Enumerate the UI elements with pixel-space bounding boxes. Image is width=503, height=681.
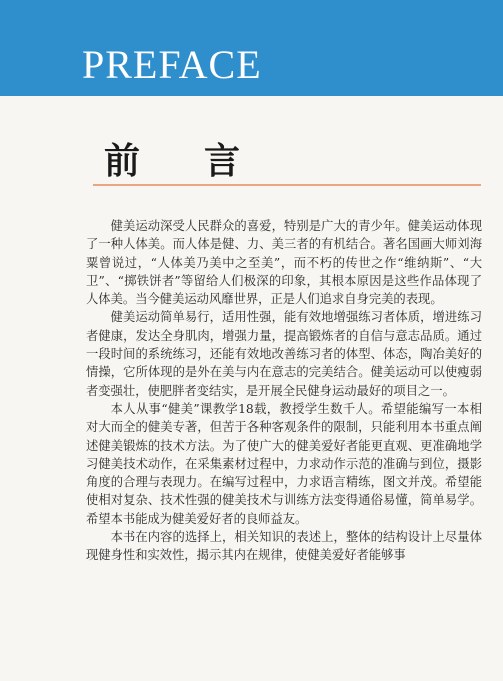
preface-banner — [0, 0, 503, 96]
preface-body — [86, 217, 482, 565]
paragraph-1: 健美运动深受人民群众的喜爱，特别是广大的青少年。健美运动体现了一种人体美。而人体是健、力、美三者的有机结合。著名国画大师刘海粟曾说过，“人体美乃美中之至美”，而不朽的传世之作“维纳斯”、“大卫”、“掷铁饼者”等留给人们极深的印象，其根本原因是这些作品体现了人体美。当今健美运动风靡世界，正是人们追求自身完美的表现。 — [86, 219, 482, 307]
page-heading — [104, 140, 304, 184]
banner-title: PREFACE — [82, 42, 262, 87]
paragraph-4: 本书在内容的选择上，相关知识的表述上，整体的结构设计上尽量体现健身性和实效性，揭示其内在规律，使健美爱好者能够事 — [86, 530, 482, 563]
heading-divider — [93, 184, 481, 186]
heading-char-2: 言 — [204, 141, 241, 182]
paragraph-3: 本人从事“健美”课教学18载，教授学生数千人。希望能编写一本相对大而全的健美专著，但苦于各种客观条件的限制，只能利用本书重点阐述健美锻炼的技术方法。为了使广大的健美爱好者能更直观、更准确地学习健美技术动作，在采集素材过程中，力求动作示范的准确与到位，摄影角度的合理与表现力。在编写过程中，力求语言精练，图文并茂。希望能使相对复杂、技术性强的健美技术与训练方法变得通俗易懂，简单易学。希望本书能成为健美爱好者的良师益友。 — [86, 401, 482, 526]
heading-char-1: 前 — [104, 141, 141, 182]
paragraph-2: 健美运动简单易行，适用性强，能有效地增强练习者体质，增进练习者健康，发达全身肌肉，增强力量，提高锻炼者的自信与意志品质。通过一段时间的系统练习，还能有效地改善练习者的体型、体态，陶冶美好的情操，它所体现的是外在美与内在意志的完美结合。健美运动可以使瘦弱者变强壮，使肥胖者变结实，是开展全民健身运动最好的项目之一。 — [86, 310, 482, 398]
